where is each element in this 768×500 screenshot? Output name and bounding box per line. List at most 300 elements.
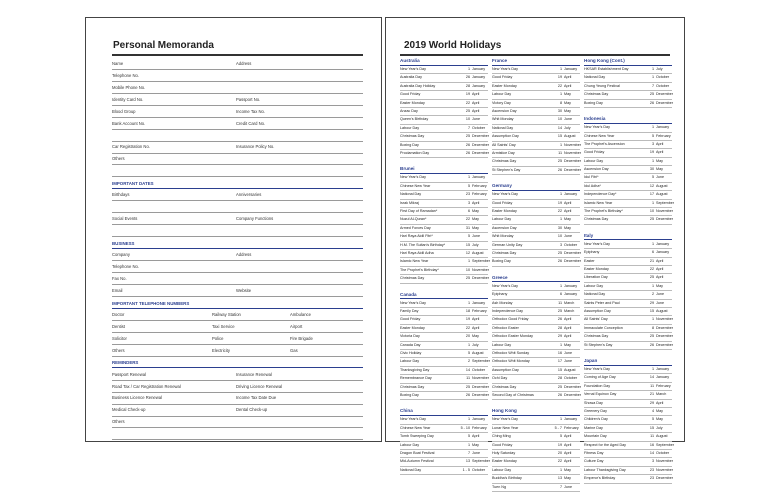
form-field-row[interactable]	[112, 428, 363, 440]
holiday-month: August	[564, 134, 576, 139]
holiday-name: National Day	[492, 125, 514, 130]
form-field-row[interactable]	[112, 261, 363, 273]
holiday-month: April	[656, 150, 664, 155]
form-field-row[interactable]	[112, 321, 363, 333]
holiday-month: January	[564, 283, 578, 288]
holiday-month: March	[656, 392, 667, 397]
holiday-date: 22	[557, 83, 562, 88]
country-heading: Hong Kong (Cont.)	[584, 58, 672, 66]
holiday-date: 11	[650, 383, 654, 388]
holiday-date: 17	[557, 359, 562, 364]
country-heading: Greece	[492, 275, 580, 283]
holiday-name: Australia Day Holiday	[400, 83, 436, 88]
form-field-row[interactable]	[112, 129, 363, 141]
holiday-row	[584, 300, 672, 308]
holiday-month: January	[472, 417, 486, 422]
holiday-date: 7	[467, 125, 470, 130]
holiday-date: 29	[649, 300, 654, 305]
holiday-name: First Day of Ramadan*	[400, 209, 438, 214]
field-label: Passport Renewal	[112, 371, 146, 377]
holiday-month: January	[656, 250, 670, 255]
country-heading: Japan	[584, 358, 672, 366]
holiday-name: Christmas Day	[400, 134, 425, 139]
form-field-row[interactable]	[112, 153, 363, 165]
holiday-month: December	[656, 92, 674, 97]
holiday-row	[492, 342, 580, 350]
holiday-row	[492, 133, 580, 141]
holiday-name: Boxing Day	[584, 100, 603, 105]
holiday-date: 25	[557, 384, 562, 389]
holiday-date: 1	[559, 342, 562, 347]
holiday-date: 1	[559, 217, 562, 222]
group-gap	[584, 350, 672, 358]
holiday-name: Labour Day	[492, 217, 512, 222]
holiday-date: 1	[467, 67, 470, 72]
holiday-row	[584, 333, 672, 341]
form-field-row[interactable]	[112, 381, 363, 393]
holiday-name: Thanksgiving Day	[400, 367, 430, 372]
form-field-row[interactable]	[112, 118, 363, 130]
field-label: Income Tax Date Due	[236, 395, 277, 401]
holiday-name: Marine Day	[584, 425, 603, 430]
holiday-row	[584, 141, 672, 149]
field-label: Road Tax / Car Registration Renewal	[112, 383, 181, 389]
field-label: Car Registration No.	[112, 144, 150, 150]
holiday-date: 25	[649, 275, 654, 280]
holiday-month: December	[564, 167, 582, 172]
holiday-name: Easter Monday	[492, 83, 517, 88]
holiday-row	[584, 91, 672, 99]
holiday-row	[584, 216, 672, 224]
holiday-date: 19	[557, 200, 562, 205]
holiday-row	[584, 200, 675, 208]
form-field-row[interactable]	[112, 249, 363, 261]
holiday-row	[400, 200, 488, 208]
form-field-row[interactable]	[112, 225, 363, 237]
holiday-month: January	[472, 175, 486, 180]
form-field-row[interactable]	[112, 273, 363, 285]
holiday-date: 5	[467, 183, 470, 188]
holiday-row	[584, 74, 672, 82]
group-gap	[492, 267, 580, 275]
holiday-name: Civic Holiday	[400, 351, 422, 355]
field-label: Identity Card No.	[112, 96, 144, 102]
holiday-name: Canada Day	[400, 342, 421, 347]
holiday-date: 1	[651, 158, 654, 163]
form-field-row[interactable]	[112, 285, 363, 297]
holiday-row	[492, 91, 580, 99]
holiday-name: Queen's Birthday	[400, 117, 429, 122]
holiday-month: January	[656, 125, 670, 130]
holiday-row	[584, 308, 672, 316]
holiday-date: 8	[559, 100, 562, 105]
holiday-name: Good Friday	[400, 92, 421, 97]
holiday-row	[400, 174, 488, 182]
holiday-date: 1 - 5	[462, 467, 470, 472]
holiday-name: National Day	[584, 75, 606, 80]
holiday-row	[492, 442, 580, 450]
holiday-month: January	[656, 375, 670, 380]
holiday-month: June	[564, 484, 572, 489]
holiday-date: 5	[467, 351, 470, 355]
holiday-name: Labour Day	[584, 158, 604, 163]
holiday-name: Labour Day	[400, 442, 420, 447]
holiday-month: August	[564, 367, 576, 372]
holiday-row	[492, 66, 580, 74]
holiday-month: November	[472, 267, 490, 272]
holiday-date: 26	[465, 392, 470, 397]
holiday-month: October	[472, 467, 486, 472]
holiday-name: Lunar New Year	[492, 425, 519, 430]
holiday-row	[492, 150, 580, 158]
holiday-name: Holy Saturday	[492, 451, 516, 455]
form-field-row[interactable]	[112, 141, 363, 153]
form-field-row[interactable]	[112, 333, 363, 345]
holiday-name: Islamic New Year	[400, 259, 429, 264]
page-title: 2019 World Holidays	[404, 40, 502, 51]
holiday-row	[400, 392, 488, 400]
holiday-date: 1	[467, 342, 470, 347]
holiday-month: June	[564, 234, 572, 239]
holiday-month: July	[656, 425, 663, 430]
holiday-row	[400, 267, 488, 275]
holiday-date: 11	[558, 151, 562, 155]
holiday-month: May	[656, 409, 663, 414]
holiday-date: 18	[465, 309, 470, 314]
field-label: Ambulance	[290, 311, 311, 317]
holiday-name: Saints Peter and Paul	[584, 300, 620, 305]
holiday-name: Greenery Day	[584, 409, 607, 414]
holiday-name: New Year's Day	[584, 241, 610, 246]
holiday-name: Labour Day	[400, 125, 420, 130]
field-label: Telephone No.	[112, 263, 140, 269]
holiday-date: 30	[557, 109, 562, 114]
holiday-month: April	[564, 325, 572, 330]
holiday-name: Ash Monday	[492, 300, 513, 305]
holiday-name: Children's Day	[584, 417, 608, 422]
holiday-row	[492, 167, 580, 175]
holiday-date: 25	[649, 92, 654, 97]
country-heading: Canada	[400, 292, 488, 300]
holiday-date: 26	[649, 100, 654, 105]
group-gap	[492, 400, 580, 408]
holiday-date: 1	[559, 192, 562, 197]
field-label: Driving Licence Renewal	[236, 383, 283, 389]
holiday-name: Ascension Day	[492, 109, 517, 114]
form-field-row[interactable]	[112, 392, 363, 404]
title-rule	[400, 54, 670, 56]
field-label: Others	[112, 156, 125, 162]
holiday-month: April	[656, 267, 664, 272]
holiday-name: Orthodox Easter	[492, 325, 519, 330]
holiday-name: Easter Monday	[400, 325, 425, 330]
field-label: Business Licence Renewal	[112, 395, 163, 401]
holiday-row	[584, 342, 672, 350]
holiday-date: 30	[557, 225, 562, 230]
holiday-date: 15	[649, 309, 654, 314]
holiday-row	[492, 475, 580, 483]
holiday-month: August	[472, 251, 484, 255]
holiday-date: 25	[557, 251, 562, 255]
holiday-month: July	[472, 242, 479, 247]
holiday-row	[584, 274, 672, 282]
holiday-row	[400, 458, 491, 466]
holiday-name: Epiphany	[492, 292, 508, 297]
holiday-row	[492, 425, 580, 433]
holiday-month: April	[656, 400, 664, 405]
holiday-row	[400, 133, 488, 141]
holiday-month: April	[564, 334, 572, 339]
holiday-name: Ascension Day	[584, 167, 609, 172]
holiday-row	[492, 416, 580, 424]
holiday-row	[492, 242, 580, 250]
holiday-date: 26	[649, 342, 654, 347]
form-field-row[interactable]	[112, 416, 363, 428]
holiday-name: Hari Raya Aidil Fitri*	[400, 234, 433, 239]
holiday-month: November	[656, 317, 674, 322]
holiday-name: Idul Fitri*	[584, 175, 599, 180]
holiday-row	[492, 225, 580, 233]
holiday-date: 15	[649, 425, 654, 430]
group-gap	[400, 475, 488, 483]
holiday-row	[400, 325, 488, 333]
holiday-row	[400, 208, 488, 216]
holiday-name: Buddha's Birthday	[492, 476, 522, 481]
holiday-name: Boxing Day	[400, 392, 419, 397]
holiday-date: 26	[557, 259, 562, 264]
holiday-month: January	[564, 417, 578, 422]
holiday-month: April	[472, 100, 480, 105]
holiday-name: Boxing Day	[492, 259, 511, 264]
holiday-date: 30	[649, 167, 654, 172]
section-heading: IMPORTANT TELEPHONE NUMBERS	[112, 299, 363, 309]
field-label: Name	[112, 61, 124, 66]
holiday-name: Labour Day	[492, 342, 512, 347]
holiday-name: Christmas Day	[584, 217, 609, 222]
holiday-month: June	[472, 451, 480, 455]
field-label: Medical Check-up	[112, 407, 146, 413]
holiday-row	[400, 83, 488, 91]
holiday-name: Good Friday	[492, 200, 513, 205]
holiday-row	[584, 266, 672, 274]
holiday-row	[492, 158, 580, 166]
form-field-row[interactable]	[112, 58, 363, 70]
form-field-row[interactable]	[112, 369, 363, 381]
section-heading: IMPORTANT DATES	[112, 179, 363, 189]
form-field-row[interactable]	[112, 189, 363, 201]
holiday-column-2	[492, 58, 580, 500]
holiday-month: January	[656, 241, 670, 246]
holiday-row	[400, 442, 488, 450]
holiday-date: 13	[557, 476, 562, 481]
holiday-month: July	[564, 125, 571, 130]
holiday-name: Boxing Day	[400, 142, 419, 147]
holiday-name: Labour Day	[400, 359, 420, 364]
form-field-row[interactable]	[112, 70, 363, 82]
holiday-date: 1	[651, 67, 654, 72]
holiday-date: 1	[559, 92, 562, 97]
holiday-name: Second Day of Christmas	[492, 392, 534, 397]
holiday-month: September	[472, 259, 491, 264]
holiday-row	[584, 325, 672, 333]
holiday-date: 10	[557, 117, 562, 122]
holiday-date: 5	[467, 434, 470, 439]
form-field-row[interactable]	[112, 165, 363, 177]
form-field-row[interactable]	[112, 404, 363, 416]
form-field-row[interactable]	[112, 201, 363, 213]
holiday-date: 19	[557, 75, 562, 80]
field-label: Others	[112, 419, 125, 425]
holiday-name: Armed Forces Day	[400, 225, 431, 230]
holiday-name: Fitness Day	[584, 451, 604, 455]
holiday-name: Ascension Day	[492, 225, 517, 230]
holiday-row	[400, 467, 488, 475]
holiday-row	[400, 242, 488, 250]
field-label: Blood Group	[112, 108, 136, 114]
holiday-date: 1	[559, 142, 562, 147]
holiday-date: 22	[649, 267, 654, 272]
section-heading: BUSINESS	[112, 239, 363, 249]
holiday-name: Respect for the Aged Day	[584, 442, 627, 447]
holiday-month: June	[656, 292, 664, 297]
holiday-row	[492, 467, 580, 475]
holiday-row	[400, 258, 491, 266]
holiday-row	[400, 191, 488, 199]
holiday-row	[584, 366, 672, 374]
holiday-name: Liberation Day	[584, 275, 608, 280]
holiday-month: May	[472, 334, 479, 339]
holiday-date: 20	[465, 334, 470, 339]
country-heading: Australia	[400, 58, 488, 66]
holiday-row	[400, 216, 488, 224]
form-field-row[interactable]	[112, 309, 363, 321]
holiday-date: 15	[557, 134, 562, 139]
holiday-date: 7	[651, 83, 654, 88]
holiday-month: May	[472, 217, 479, 222]
holiday-month: July	[472, 342, 479, 347]
holiday-month: January	[472, 300, 486, 305]
field-label: Dentist	[112, 323, 126, 329]
holiday-month: January	[472, 75, 486, 80]
holiday-month: November	[564, 142, 582, 147]
holiday-name: Labour Day	[584, 283, 604, 288]
holiday-month: December	[564, 159, 582, 164]
holiday-name: New Year's Day	[492, 283, 518, 288]
holiday-name: Idul Adha*	[584, 183, 601, 188]
form-field-row[interactable]	[112, 106, 363, 118]
holiday-month: May	[656, 167, 663, 172]
holiday-row	[584, 83, 672, 91]
holiday-name: Labour Thanksgiving Day	[584, 467, 626, 472]
holiday-date: 1	[651, 317, 654, 322]
holiday-date: 23	[649, 476, 654, 481]
holiday-month: August	[656, 434, 668, 439]
holiday-name: Chinese New Year	[400, 183, 431, 188]
holiday-date: 10	[557, 234, 562, 239]
holiday-row	[584, 433, 672, 441]
holiday-date: 26	[465, 151, 470, 155]
holiday-name: Anzac Day	[400, 109, 418, 114]
holiday-date: 7	[467, 451, 470, 455]
holiday-date: 16	[649, 442, 654, 447]
holiday-month: April	[656, 275, 664, 280]
holiday-month: April	[472, 434, 480, 439]
field-label: Bank Account No.	[112, 120, 146, 126]
holiday-name: Hari Raya Aidil Adha	[400, 251, 434, 255]
holiday-month: May	[472, 225, 479, 230]
holiday-month: April	[472, 200, 480, 205]
holiday-row	[492, 233, 580, 241]
form-field-row[interactable]	[112, 213, 363, 225]
holiday-row	[584, 416, 672, 424]
holiday-month: May	[564, 476, 571, 481]
field-label: Railway Station	[212, 311, 241, 317]
holiday-month: October	[472, 125, 486, 130]
holiday-month: December	[656, 342, 674, 347]
holiday-month: February	[472, 192, 487, 197]
holiday-name: Ochi Day	[492, 376, 508, 381]
holiday-name: Armistice Day	[492, 151, 515, 155]
holiday-month: April	[472, 92, 480, 97]
holiday-name: Orthodox Good Friday	[492, 317, 529, 322]
holiday-month: December	[564, 251, 582, 255]
holiday-name: Independence Day*	[584, 192, 617, 197]
form-field-row[interactable]	[112, 94, 363, 106]
holiday-month: January	[472, 83, 486, 88]
holiday-date: 20	[557, 451, 562, 455]
holiday-name: Proclamation Day	[400, 151, 430, 155]
holiday-row	[400, 225, 488, 233]
holiday-name: Assumption Day	[492, 367, 519, 372]
holiday-date: 1	[651, 367, 654, 372]
holiday-month: May	[472, 209, 479, 214]
holiday-row	[584, 241, 672, 249]
holiday-date: 5	[467, 234, 470, 239]
holiday-month: April	[564, 209, 572, 214]
holiday-date: 29	[649, 400, 654, 405]
holiday-name: Easter Monday	[492, 459, 517, 464]
group-gap	[400, 158, 488, 166]
holiday-name: Vernal Equinox Day	[584, 392, 617, 397]
field-label: Anniversaries	[236, 192, 262, 198]
form-field-row[interactable]	[112, 82, 363, 94]
holiday-date: 3	[651, 459, 654, 464]
holiday-date: 1	[467, 259, 470, 264]
holiday-name: The Prophet's Ascension	[584, 141, 625, 146]
holiday-name: Foundation Day	[584, 383, 611, 388]
holiday-date: 7	[559, 484, 562, 489]
holiday-month: May	[656, 158, 663, 163]
holiday-row	[492, 325, 580, 333]
field-label: Others	[112, 347, 125, 353]
holiday-row	[584, 316, 672, 324]
holiday-row	[492, 316, 580, 324]
holiday-row	[492, 484, 580, 492]
holiday-date: 25	[649, 334, 654, 339]
holiday-name: All Saints' Day	[492, 142, 516, 147]
holiday-row	[584, 442, 675, 450]
holiday-name: St Stephen's Day	[492, 167, 521, 172]
form-field-row[interactable]	[112, 345, 363, 357]
holiday-date: 11	[558, 300, 562, 305]
holiday-date: 3	[467, 200, 470, 205]
field-label: Airport	[290, 323, 303, 329]
holiday-row	[584, 291, 672, 299]
title-rule	[112, 54, 363, 56]
holiday-date: 12	[465, 251, 470, 255]
holiday-month: December	[656, 334, 674, 339]
holiday-name: Chinese New Year	[584, 133, 615, 138]
